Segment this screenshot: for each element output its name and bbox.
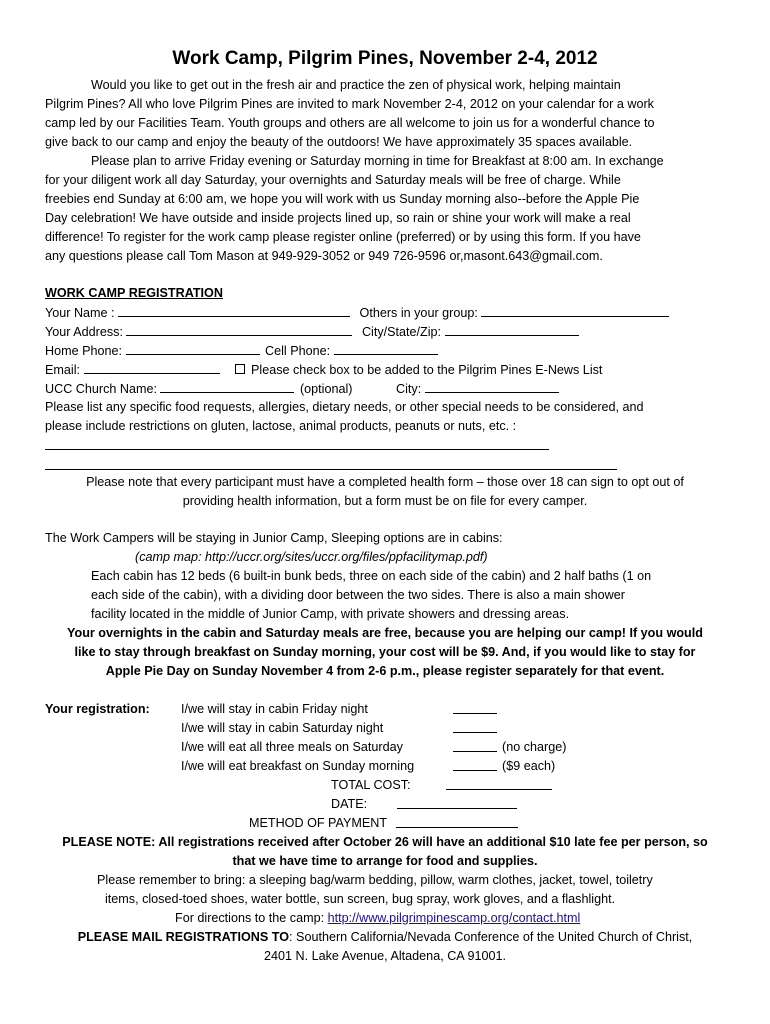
intro-line: for your diligent work all day Saturday, your overnights and Saturday meals will be free of charge. While <box>45 173 621 187</box>
page-title: Work Camp, Pilgrim Pines, November 2-4, 2012 <box>172 48 598 69</box>
special-needs-field[interactable] <box>45 449 549 450</box>
home-phone-label: Home Phone: <box>45 344 123 358</box>
home-phone-field[interactable] <box>126 341 260 355</box>
others-field[interactable] <box>481 303 669 317</box>
church-row <box>45 379 559 399</box>
enews-label: Please check box to be added to the Pilgrim Pines E-News List <box>251 363 603 377</box>
payment-method-field[interactable] <box>396 814 518 834</box>
address-row <box>45 322 579 342</box>
intro-line: freebies end Sunday at 6:00 am, we hope you will work with us Sunday morning also--before the Apple Pie <box>45 192 640 206</box>
directions-row <box>175 909 580 928</box>
registration-item-blank[interactable] <box>453 757 497 777</box>
registration-item-note: (no charge) <box>502 740 567 754</box>
date-field[interactable] <box>397 795 517 815</box>
cabins-desc-line: each side of the cabin), with a dividing door between the two sides. There is also a main shower <box>91 588 625 602</box>
mail-address: 2401 N. Lake Avenue, Altadena, CA 91001. <box>263 949 507 963</box>
your-name-field[interactable] <box>118 303 350 317</box>
registration-item: I/we will eat all three meals on Saturday <box>181 740 403 754</box>
directions-label: For directions to the camp: <box>175 911 328 925</box>
cabins-desc-line: Each cabin has 12 beds (6 built-in bunk beds, three on each side of the cabin) and 2 half baths (1 on <box>91 569 652 583</box>
form-heading: WORK CAMP REGISTRATION <box>45 286 223 300</box>
food-line: Please list any specific food requests, allergies, dietary needs, or other special needs to be considered, and <box>45 400 644 414</box>
registration-item: I/we will eat breakfast on Sunday morning <box>181 759 415 773</box>
phone-row <box>45 341 438 361</box>
intro-line: any questions please call Tom Mason at 949-929-3052 or 949 726-9596 or,masont.643@gmail.com. <box>45 249 603 263</box>
bring-line: Please remember to bring: a sleeping bag/warm bedding, pillow, warm clothes, jacket, towel, toiletry <box>97 873 653 887</box>
registration-item-blank[interactable] <box>453 738 497 758</box>
church-field[interactable] <box>160 379 294 393</box>
late-fee-line: that we have time to arrange for food and supplies. <box>232 854 538 868</box>
intro-line: camp led by our Facilities Team. Youth groups and others are all welcome to join us for a wonderful chance to <box>45 116 655 130</box>
registration-item: I/we will stay in cabin Friday night <box>181 702 368 716</box>
camp-map-link: (camp map: http://uccr.org/sites/uccr.org/files/ppfacilitymap.pdf) <box>135 550 488 564</box>
intro-line: difference! To register for the work camp please register online (preferred) or by using this form. If you have <box>45 230 641 244</box>
registration-item-blank[interactable] <box>453 719 497 739</box>
mail-text: : Southern California/Nevada Conference of the United Church of Christ, <box>289 930 693 944</box>
registration-item: I/we will stay in cabin Saturday night <box>181 721 384 735</box>
optional-label: (optional) <box>299 382 353 396</box>
email-row <box>45 360 602 380</box>
food-line: please include restrictions on gluten, lactose, animal products, peanuts or nuts, etc. : <box>45 419 517 433</box>
date-label: DATE: <box>331 797 368 811</box>
late-fee-line: PLEASE NOTE: All registrations received after October 26 will have an additional $10 late fee per person, so <box>62 835 708 849</box>
cabins-desc-line: facility located in the middle of Junior Camp, with private showers and dressing areas. <box>91 607 570 621</box>
total-cost-field[interactable] <box>446 776 552 796</box>
name-row <box>45 303 669 323</box>
cabins-free-line: Apple Pie Day on Sunday November 4 from 2-6 p.m., please register separately for that event. <box>105 664 665 678</box>
intro-line: Please plan to arrive Friday evening or Saturday morning in time for Breakfast at 8:00 am. In exchange <box>91 154 664 168</box>
registration-item-note: ($9 each) <box>502 759 556 773</box>
cabins-free-line: Your overnights in the cabin and Saturday meals are free, because you are helping our camp! If you would <box>67 626 703 640</box>
intro-line: Would you like to get out in the fresh air and practice the zen of physical work, helping maintain <box>91 78 621 92</box>
cabins-intro: The Work Campers will be staying in Junior Camp, Sleeping options are in cabins: <box>45 531 503 545</box>
intro-line: Day celebration! We have outside and inside projects lined up, so rain or shine your work will make a real <box>45 211 631 225</box>
address-label: Your Address: <box>45 325 123 339</box>
address-field[interactable] <box>126 322 352 336</box>
email-label: Email: <box>45 363 80 377</box>
directions-link[interactable]: http://www.pilgrimpinescamp.org/contact.html <box>327 911 581 925</box>
bring-line: items, closed-toed shoes, water bottle, sun screen, bug spray, work gloves, and a flashlight. <box>105 892 616 906</box>
cell-phone-field[interactable] <box>334 341 438 355</box>
city-label: City: <box>396 382 422 396</box>
church-label: UCC Church Name: <box>45 382 157 396</box>
special-needs-field[interactable] <box>45 469 617 470</box>
city-state-zip-label: City/State/Zip: <box>361 325 442 339</box>
mail-row <box>0 928 770 947</box>
city-field[interactable] <box>425 379 559 393</box>
email-field[interactable] <box>84 360 220 374</box>
your-name-label: Your Name : <box>45 306 115 320</box>
cell-phone-label: Cell Phone: <box>265 344 331 358</box>
health-note-line: providing health information, but a form must be on file for every camper. <box>182 494 588 508</box>
health-note-line: Please note that every participant must have a completed health form – those over 18 can sign to opt out of <box>86 475 684 489</box>
enews-checkbox[interactable] <box>235 364 245 374</box>
cabins-free-line: like to stay through breakfast on Sunday morning, your cost will be $9. And, if you would like to stay for <box>74 645 696 659</box>
intro-line: give back to our camp and enjoy the beauty of the outdoors! We have approximately 35 spaces available. <box>45 135 633 149</box>
mail-label: PLEASE MAIL REGISTRATIONS TO <box>77 930 290 944</box>
others-label: Others in your group: <box>359 306 478 320</box>
intro-line: Pilgrim Pines? All who love Pilgrim Pines are invited to mark November 2-4, 2012 on your calendar for a work <box>45 97 654 111</box>
total-cost-label: TOTAL COST: <box>331 778 411 792</box>
payment-method-label: METHOD OF PAYMENT <box>249 816 388 830</box>
city-state-zip-field[interactable] <box>445 322 579 336</box>
registration-label: Your registration: <box>45 702 150 716</box>
registration-item-blank[interactable] <box>453 700 497 720</box>
